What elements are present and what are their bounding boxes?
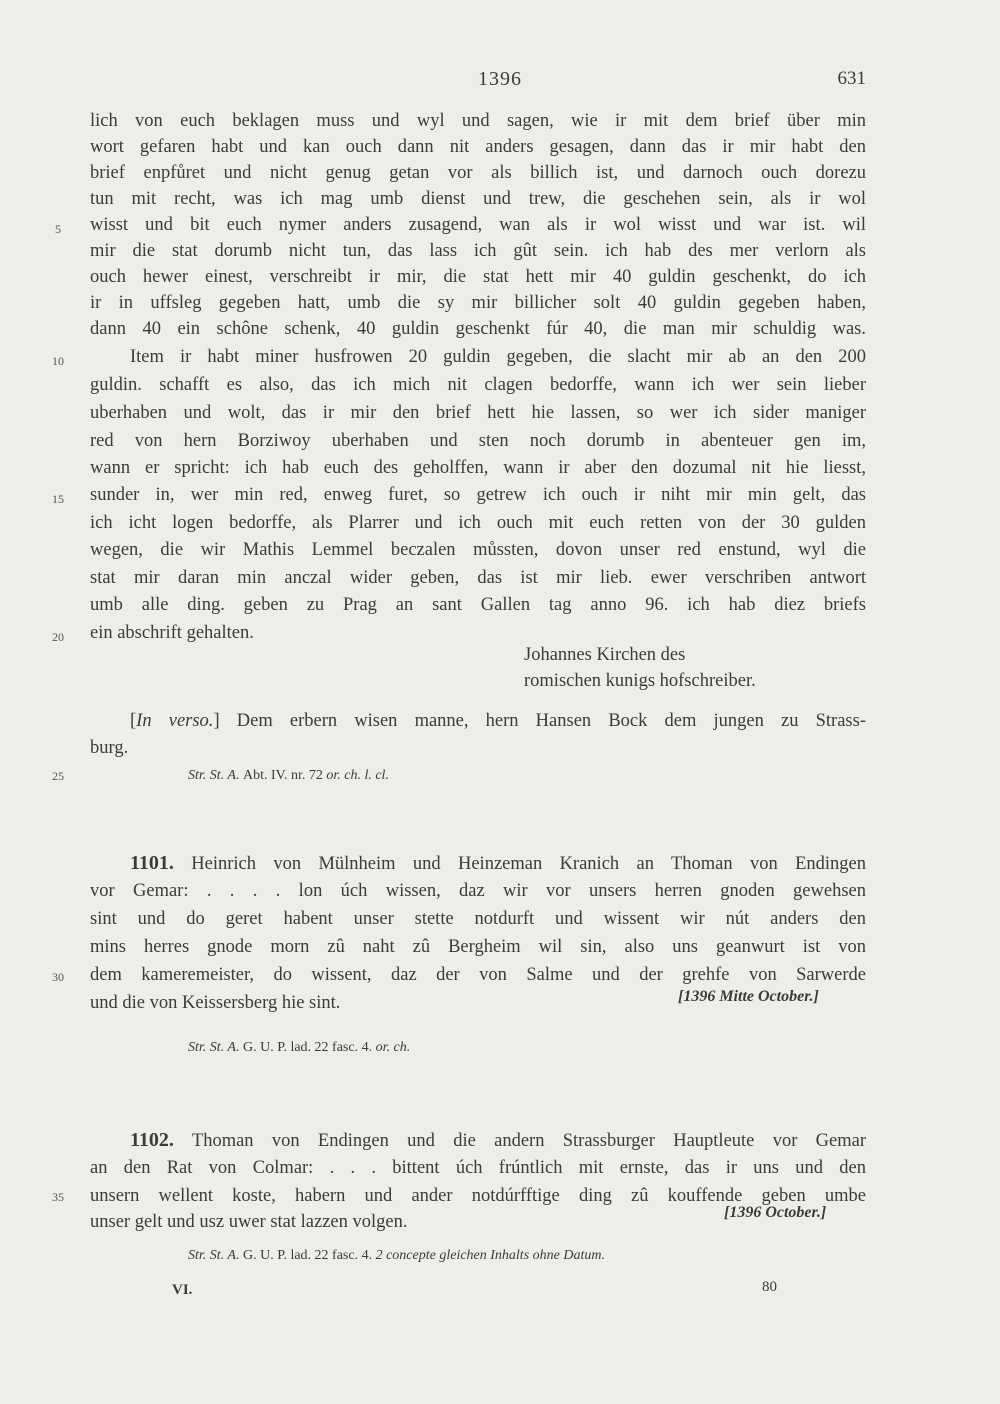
text-line: brief enpfůret und nicht genug getan vor als billich ist, und darnoch ouch dorezu [90,163,866,183]
date-note: [1396 Mitte October.] [678,988,819,1005]
signature-mark: 80 [762,1279,777,1295]
text-line: ouch hewer einest, verschreibt ir mir, die stat hett mir 40 guldin geschenkt, do ich [90,267,866,287]
signature-line: romischen kunigs hofschreiber. [524,671,756,691]
running-head-year: 1396 [478,68,522,90]
entry-number: 1102. [130,1129,174,1151]
text-line: stat mir daran min anczal wider geben, das ist mir lieb. ewer verschriben antwort [90,568,866,588]
volume-mark: VI. [172,1282,193,1298]
text-line: mir die stat dorumb nicht tun, das lass ich gût sein. ich hab des mer verlorn als [90,241,866,261]
text-line: wegen, die wir Mathis Lemmel beczalen můssten, dovon unser red enstund, wyl die [90,540,866,560]
date-note: [1396 October.] [724,1204,827,1221]
text-line: unsern wellent koste, habern und ander notdúrfftige ding zû kouffende geben umbe [90,1186,866,1206]
text-line: Item ir habt miner husfrowen 20 guldin gegeben, die slacht mir ab an den 200 [130,347,866,367]
text-line: guldin. schafft es also, das ich mich nit clagen bedorffe, wann ich wer sein lieber [90,375,866,395]
margin-line-number: 5 [55,222,61,236]
text-line: sunder in, wer min red, enweg furet, so getrew ich ouch ir niht mir min gelt, das [90,485,866,505]
text-line: sint und do geret habent unser stette notdurft und wissent wir nút anders den [90,909,866,929]
text-line: und die von Keissersberg hie sint. [90,993,341,1013]
verso-text: Dem erbern wisen manne, hern Hansen Bock dem jungen zu Strass- [236,711,866,731]
verso-line: [In verso.] Dem erbern wisen manne, hern Hansen Bock dem jungen zu Strass- [130,711,866,731]
margin-line-number: 15 [52,492,64,506]
source-note: Str. St. A. Abt. IV. nr. 72 or. ch. l. cl. [188,768,389,783]
verso-line: burg. [90,738,129,758]
margin-line-number: 35 [52,1190,64,1204]
margin-line-number: 25 [52,769,64,783]
text-line: red von hern Borziwoy uberhaben und sten noch dorumb in abenteuer gen im, [90,431,866,451]
margin-line-number: 30 [52,970,64,984]
text-line: vor Gemar: . . . . lon úch wissen, daz wir vor unsers herren gnoden gewehsen [90,881,866,901]
text-line: mins herres gnode morn zû naht zû Bergheim wil sin, also uns geanwurt ist von [90,937,866,957]
source-note: Str. St. A. G. U. P. lad. 22 fasc. 4. 2 concepte gleichen Inhalts ohne Datum. [188,1248,605,1263]
text-line: wort gefaren habt und kan ouch dann nit anders gesagen, dann das ir mir habt den [90,137,866,157]
source-note: Str. St. A. G. U. P. lad. 22 fasc. 4. or. ch. [188,1040,411,1055]
text-line: ein abschrift gehalten. [90,623,254,643]
entry-heading-1102: 1102. Thoman von Endingen und die andern Strassburger Hauptleute vor Gemar [130,1129,866,1151]
text-line: wisst und bit euch nymer anders zusagend, wan als ir wol wisst und war ist. wil [90,215,866,235]
entry-heading-1101: 1101. Heinrich von Mülnheim und Heinzeman Kranich an Thoman von Endingen [130,852,866,874]
text-line: lich von euch beklagen muss und wyl und sagen, wie ir mit dem brief über min [90,111,866,131]
page-number: 631 [837,68,866,89]
entry-number: 1101. [130,852,174,874]
margin-line-number: 10 [52,354,64,368]
text-line: dem kameremeister, do wissent, daz der von Salme und der grehfe von Sarwerde [90,965,866,985]
text-line: an den Rat von Colmar: . . . bittent úch frúntlich mit ernste, das ir uns und den [90,1158,866,1178]
text-line: dann 40 ein schône schenk, 40 guldin geschenkt fúr 40, die man mir schuldig was. [90,319,866,339]
text-line: umb alle ding. geben zu Prag an sant Gallen tag anno 96. ich hab diez briefs [90,595,866,615]
text-line: unser gelt und usz uwer stat lazzen volgen. [90,1212,408,1232]
text-line: tun mit recht, was ich mag umb dienst und trew, die geschehen sein, als ir wol [90,189,866,209]
text-line: ir in uffsleg gegeben hatt, umb die sy mir billicher solt 40 guldin gegeben haben, [90,293,866,313]
text-line: uberhaben und wolt, das ir mir den brief hett hie lassen, so wer ich sider maniger [90,403,866,423]
text-line: ich icht logen bedorffe, als Plarrer und ich ouch mit euch retten von der 30 gulden [90,513,866,533]
signature-line: Johannes Kirchen des [524,645,686,665]
text-line: wann er spricht: ich hab euch des geholffen, wann ir aber den dozumal nit hie liesst, [90,458,866,478]
verso-label: In verso. [136,711,214,731]
margin-line-number: 20 [52,630,64,644]
